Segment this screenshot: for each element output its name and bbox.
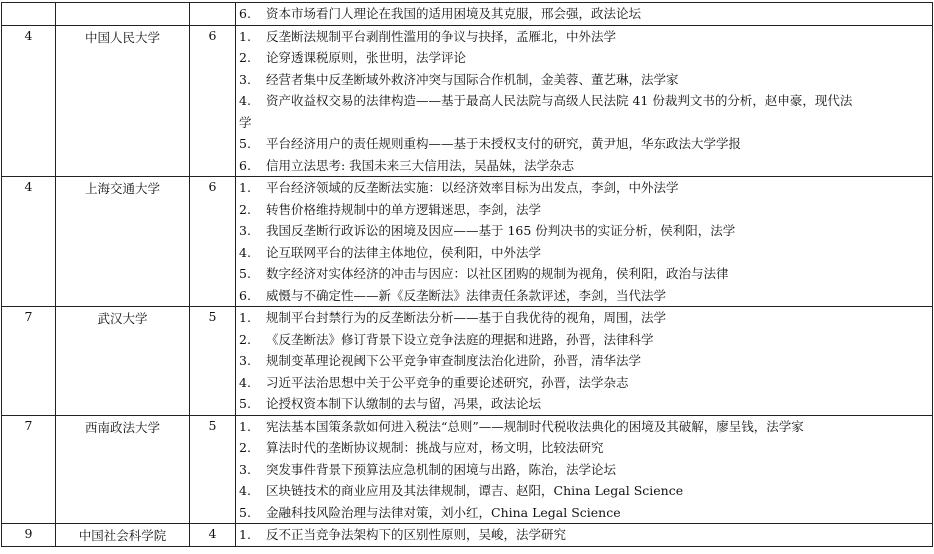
count-cell: [190, 3, 236, 26]
count-cell: 6: [190, 25, 236, 177]
item-text: 金融科技风险治理与法律对策，刘小红，China Legal Science: [266, 504, 621, 520]
item-number: 2.: [239, 201, 251, 217]
list-item: [236, 459, 932, 481]
list-item: [236, 372, 932, 394]
item-text: 资产收益权交易的法律构造——基于最高人民法院与高级人民法院 41 份裁判文书的分析，赵申豪，现代法: [266, 93, 853, 108]
item-number: 1.: [239, 418, 251, 434]
item-text: 《反垄断法》修订背景下设立竞争法庭的理据和进路，孙晋，法律科学: [266, 331, 654, 347]
item-text: 论穿透课税原则，张世明，法学评论: [266, 50, 467, 65]
university-cell: 武汉大学: [56, 307, 190, 416]
list-item: [236, 90, 932, 112]
item-text: 经营者集中反垄断域外救济冲突与国际合作机制，金美蓉、董艺琳，法学家: [266, 71, 679, 87]
list-item: [236, 416, 932, 438]
list-item: [236, 26, 932, 48]
item-text: 平台经济领域的反垄断法实施：以经济效率目标为出发点，李剑，中外法学: [266, 180, 679, 195]
university-cell: 上海交通大学: [56, 177, 190, 307]
item-number: 1.: [239, 180, 251, 195]
item-number: 1.: [239, 310, 251, 325]
item-text: 区块链技术的商业应用及其法律规制，谭吉、赵阳，China Legal Science: [266, 483, 684, 498]
list-item: [236, 199, 932, 221]
count-cell: 4: [190, 524, 236, 547]
count-cell: 5: [190, 307, 236, 416]
item-text: 规制变革理论视阈下公平竞争审查制度法治化进阶，孙晋，清华法学: [266, 353, 642, 368]
list-item: [236, 524, 932, 546]
paper-list-cell: [236, 307, 933, 416]
table-row: [2, 415, 933, 524]
item-number: 5.: [239, 136, 251, 151]
rank-cell: 7: [2, 415, 56, 524]
item-text-continuation: 学: [239, 114, 252, 130]
item-text: 宪法基本国策条款如何进入税法“总则”——规制时代税收法典化的困境及其破解，廖呈钱，法学家: [266, 418, 804, 434]
paper-list-cell: [236, 3, 933, 26]
university-cell: [56, 3, 190, 26]
list-item: [236, 220, 932, 242]
item-number: 1.: [239, 527, 251, 542]
list-item: [236, 329, 932, 351]
item-text: 规制平台封禁行为的反垄断法分析——基于自我优待的视角，周围，法学: [266, 310, 667, 325]
list-item: [236, 263, 932, 285]
item-number: 4.: [239, 483, 251, 498]
item-number: 5.: [239, 396, 251, 411]
item-number: 4.: [239, 374, 251, 390]
list-item: [236, 307, 932, 329]
item-text: 数字经济对实体经济的冲击与因应：以社区团购的规制为视角，侯利阳，政治与法律: [266, 266, 729, 281]
item-text: 威慑与不确定性——新《反垄断法》法律责任条款评述，李剑，当代法学: [266, 287, 667, 303]
list-item: [236, 69, 932, 91]
count-cell: 5: [190, 415, 236, 524]
item-text: 论授权资本制下认缴制的去与留，冯果，政法论坛: [266, 396, 542, 411]
item-number: 4.: [239, 93, 251, 108]
rank-cell: 7: [2, 307, 56, 416]
item-number: 6.: [239, 287, 251, 303]
table-row: [2, 524, 933, 547]
table-row: [2, 177, 933, 307]
item-text: 算法时代的垄断协议规制：挑战与应对，杨文明，比较法研究: [266, 440, 604, 455]
list-item: [236, 437, 932, 459]
item-text: 资本市场看门人理论在我国的适用困境及其克服，邢会强，政法论坛: [266, 6, 642, 21]
item-number: 6.: [239, 157, 251, 173]
paper-list-cell: [236, 524, 933, 547]
paper-list-cell: [236, 25, 933, 177]
list-item: [236, 133, 932, 155]
rank-cell: 4: [2, 177, 56, 307]
rank-cell: 4: [2, 25, 56, 177]
item-number: 6.: [239, 6, 251, 21]
item-text: 反垄断法规制平台剥削性滥用的争议与抉择，孟雁北，中外法学: [266, 28, 617, 44]
paper-list-cell: [236, 415, 933, 524]
rank-cell: 9: [2, 524, 56, 547]
table-row: [2, 307, 933, 416]
list-item: [236, 285, 932, 307]
item-text: 转售价格维持规制中的单方逻辑迷思，李剑，法学: [266, 201, 542, 217]
table-row: [2, 25, 933, 177]
list-item: [236, 480, 932, 502]
list-item: [236, 502, 932, 524]
item-text: 突发事件背景下预算法应急机制的困境与出路，陈治，法学论坛: [266, 461, 617, 477]
list-item: [236, 393, 932, 415]
university-cell: 西南政法大学: [56, 415, 190, 524]
item-number: 2.: [239, 331, 251, 347]
item-text: 反不正当竞争法架构下的区别性原则，吴峻，法学研究: [266, 527, 567, 542]
table-row: [2, 3, 933, 26]
item-text: 习近平法治思想中关于公平竞争的重要论述研究，孙晋，法学杂志: [266, 374, 629, 390]
list-item: [236, 155, 932, 177]
item-number: 3.: [239, 353, 251, 368]
ranking-table: [1, 2, 933, 547]
count-cell: 6: [190, 177, 236, 307]
item-number: 2.: [239, 440, 251, 455]
item-number: 3.: [239, 223, 251, 238]
list-item: [236, 350, 932, 372]
item-number: 1.: [239, 28, 251, 44]
list-item: [236, 47, 932, 69]
item-number: 3.: [239, 461, 251, 477]
item-text: 我国反垄断行政诉讼的困境及因应——基于 165 份判决书的实证分析，侯利阳，法学: [266, 223, 736, 238]
paper-list-cell: [236, 177, 933, 307]
item-number: 5.: [239, 266, 251, 281]
university-cell: 中国人民大学: [56, 25, 190, 177]
item-number: 3.: [239, 71, 251, 87]
item-number: 4.: [239, 244, 251, 260]
item-text: 平台经济用户的责任规则重构——基于未授权支付的研究，黄尹旭，华东政法大学学报: [266, 136, 742, 151]
rank-cell: [2, 3, 56, 26]
list-item: [236, 3, 932, 25]
item-text: 论互联网平台的法律主体地位，侯利阳，中外法学: [266, 244, 542, 260]
item-number: 2.: [239, 50, 251, 65]
list-item: [236, 177, 932, 199]
item-number: 5.: [239, 504, 251, 520]
item-text: 信用立法思考: 我国未来三大信用法，吴晶妹，法学杂志: [266, 157, 575, 173]
university-cell: 中国社会科学院: [56, 524, 190, 547]
list-item: [236, 242, 932, 264]
